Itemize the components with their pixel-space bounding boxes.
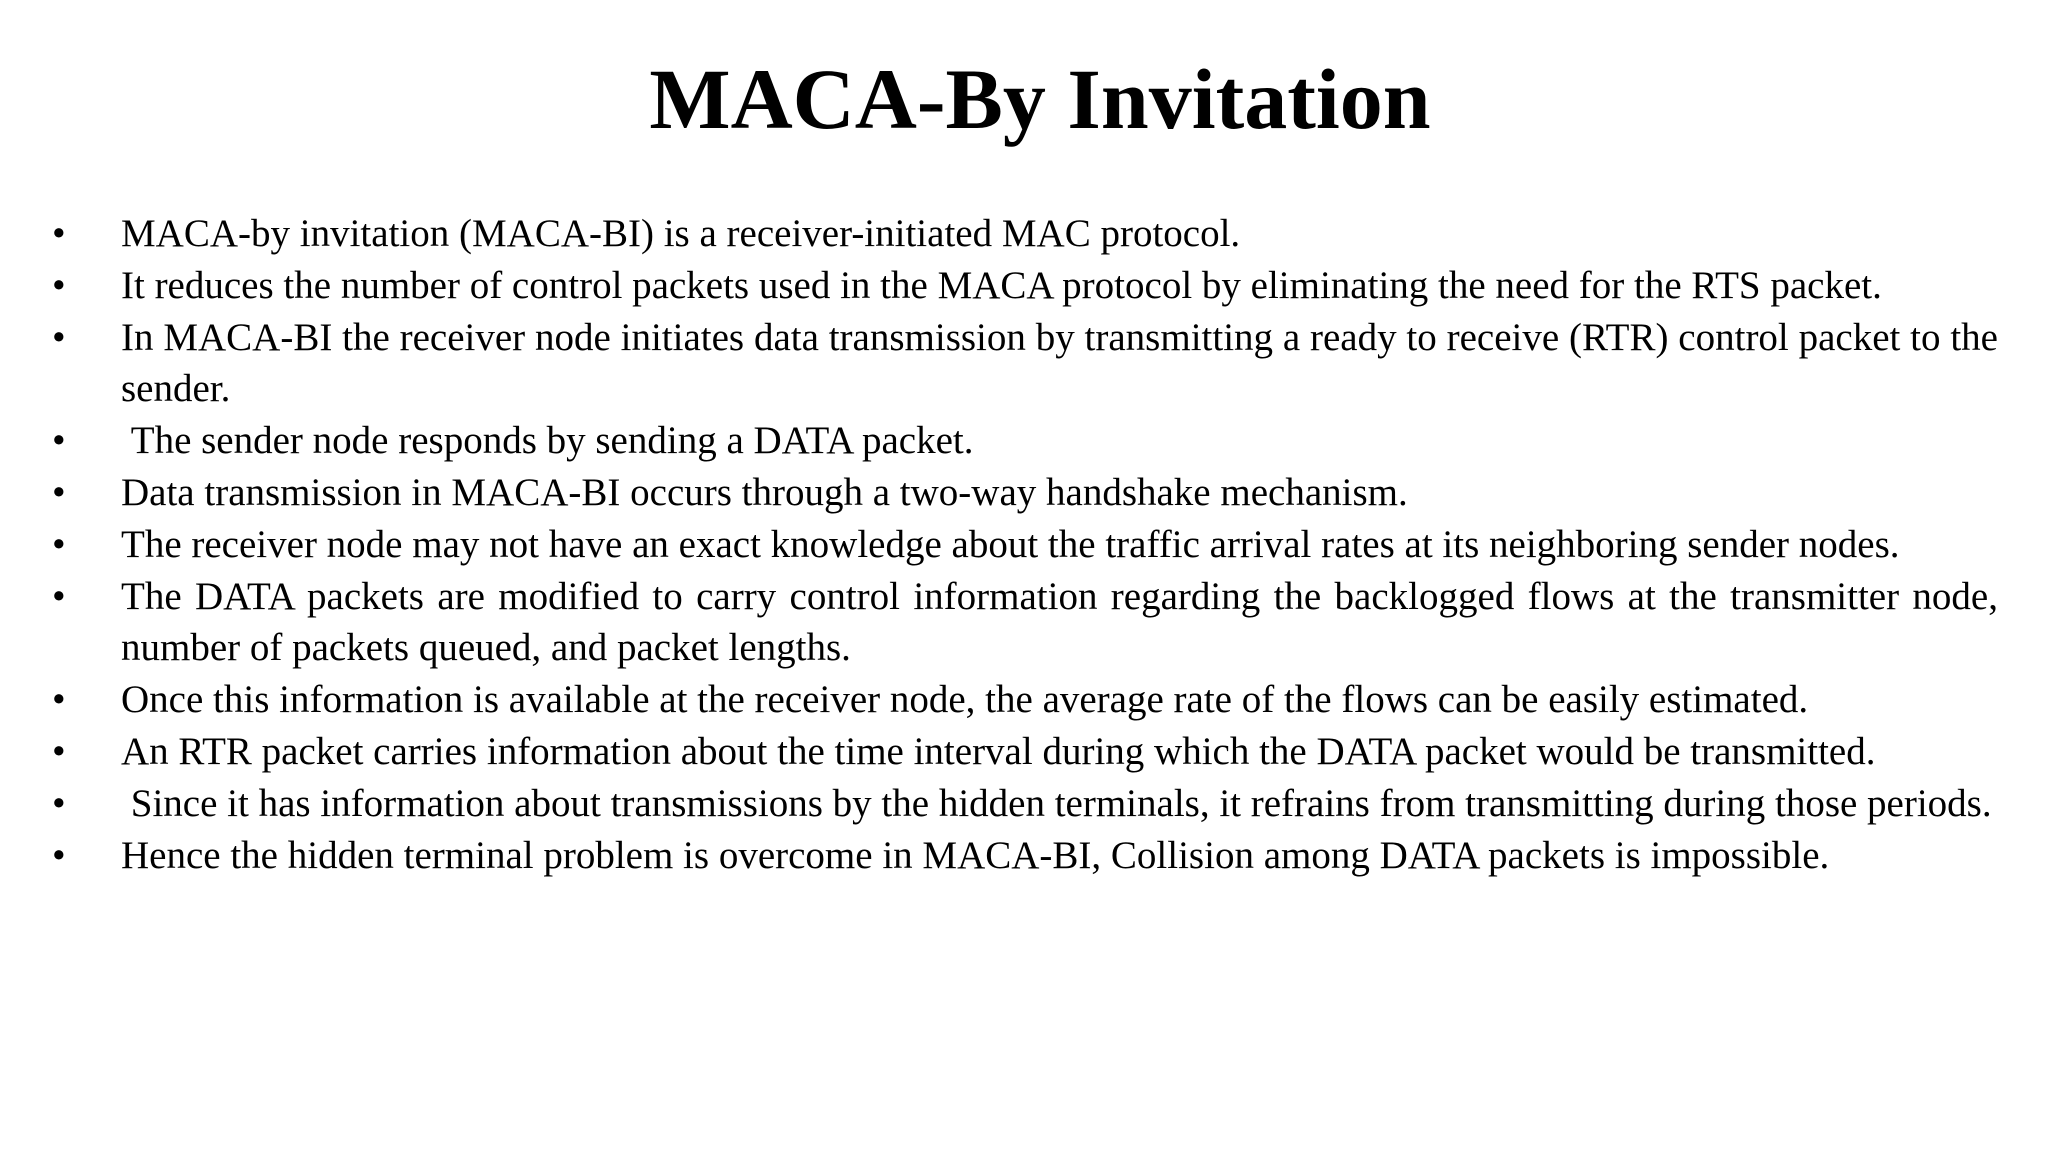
- bullet-item-1: [52, 208, 1998, 260]
- bullet-text: The sender node responds by sending a DATA packet.: [121, 419, 974, 463]
- bullet-text: MACA-by invitation (MACA-BI) is a receiver-initiated MAC protocol.: [121, 212, 1241, 255]
- bullet-text: The receiver node may not have an exact knowledge about the traffic arrival rates at its neighboring sender nodes.: [121, 522, 1900, 566]
- bullet-text: An RTR packet carries information about the time interval during which the DATA packet would be transmitted.: [121, 729, 1876, 773]
- bullet-list: [52, 208, 1998, 881]
- bullet-marker: •: [52, 419, 66, 463]
- bullet-item-3: [52, 312, 1998, 416]
- bullet-marker: •: [52, 781, 66, 825]
- bullet-item-7: [52, 571, 1998, 675]
- bullet-text: Data transmission in MACA-BI occurs through a two-way handshake mechanism.: [121, 470, 1408, 514]
- bullet-marker: •: [52, 729, 66, 773]
- bullet-item-10: [52, 778, 1998, 830]
- slide-title: MACA-By Invitation: [649, 51, 1431, 147]
- bullet-text: Once this information is available at the receiver node, the average rate of the flows can be easily estimated.: [121, 678, 1809, 722]
- bullet-item-5: [52, 467, 1998, 519]
- bullet-text: Hence the hidden terminal problem is overcome in MACA-BI, Collision among DATA packets is impossible.: [121, 833, 1830, 877]
- bullet-item-4: [52, 415, 1998, 467]
- bullet-marker: •: [52, 678, 66, 722]
- bullet-item-11: [52, 830, 1998, 882]
- bullet-text: In MACA-BI the receiver node initiates data transmission by transmitting a ready to receive (RTR) control packet to the sender.: [121, 315, 1998, 411]
- bullet-marker: •: [52, 470, 66, 514]
- bullet-marker: •: [52, 315, 66, 359]
- bullet-text: The DATA packets are modified to carry control information regarding the backlogged flows at the transmitter node, number of packets queued, and packet lengths.: [121, 574, 1998, 670]
- bullet-marker: •: [52, 263, 66, 307]
- bullet-marker: •: [52, 212, 66, 255]
- bullet-item-9: [52, 726, 1998, 778]
- bullet-marker: •: [52, 574, 66, 618]
- bullet-item-2: [52, 260, 1998, 312]
- bullet-item-8: [52, 674, 1998, 726]
- bullet-marker: •: [52, 522, 66, 566]
- bullet-text: It reduces the number of control packets used in the MACA protocol by eliminating the need for the RTS packet.: [121, 263, 1882, 307]
- bullet-marker: •: [52, 833, 66, 877]
- bullet-text: Since it has information about transmissions by the hidden terminals, it refrains from transmitting during those periods.: [121, 781, 1992, 825]
- bullet-item-6: [52, 519, 1998, 571]
